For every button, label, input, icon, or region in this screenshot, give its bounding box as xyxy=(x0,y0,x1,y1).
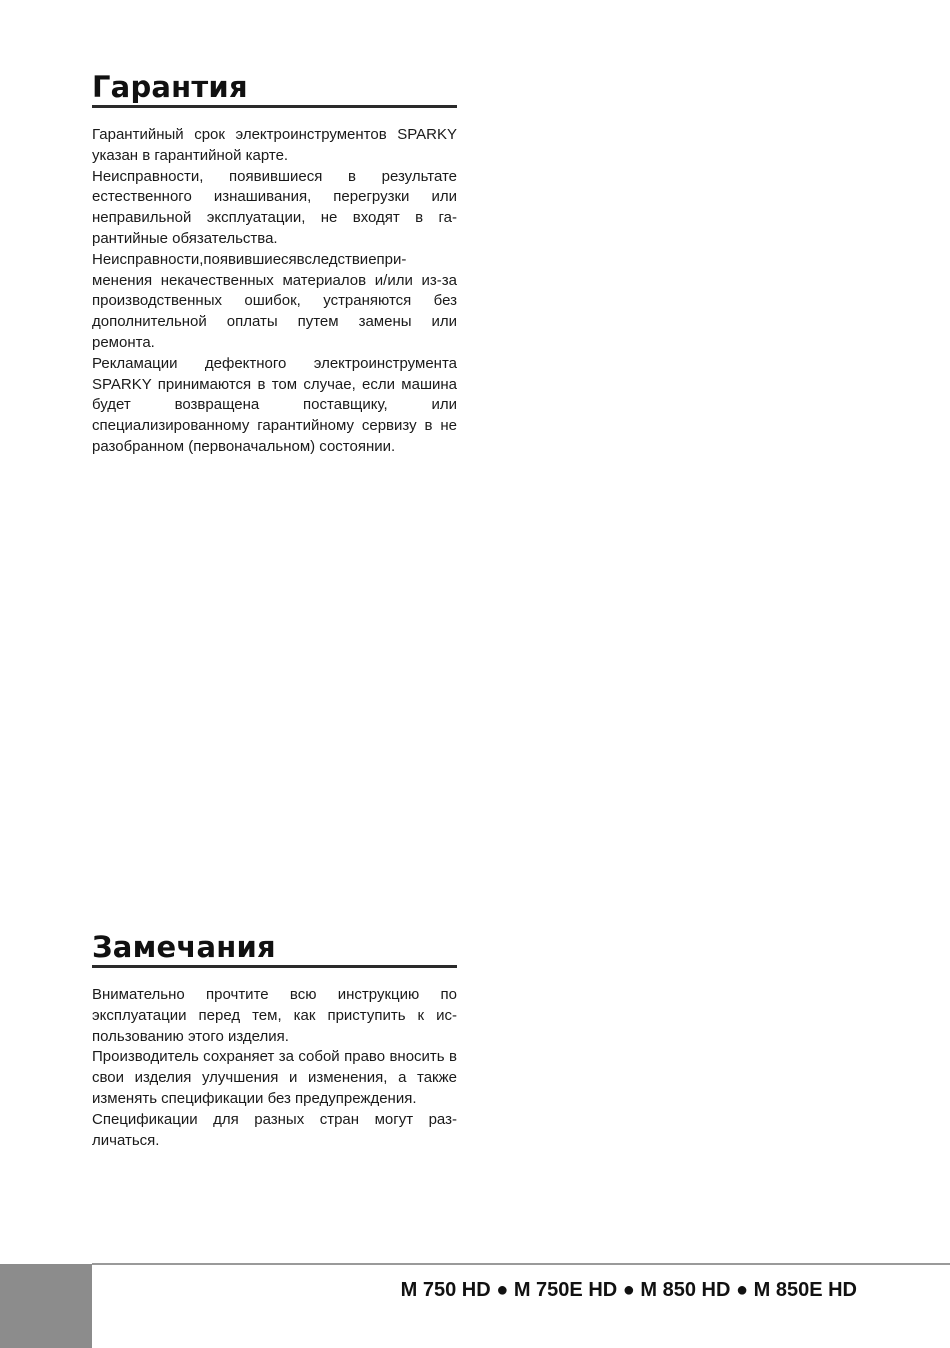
warranty-title: Гарантия xyxy=(92,70,457,108)
warranty-body xyxy=(92,125,457,458)
warranty-section xyxy=(92,70,457,458)
notes-title: Замечания xyxy=(92,930,457,968)
notes-paragraph: Внимательно прочтите всю инструкцию по эксплуатации перед тем, как приступить к использованию этого изделия. xyxy=(92,986,457,1045)
notes-paragraph: Спецификации для разных стран могут различаться. xyxy=(92,1110,457,1149)
warranty-paragraph: Рекламации дефектного электроинструмента SPARKY принимаются в том случае, если машина будет возвращена поставщику, или специализированному гарантийному сервизу в не разобранном (первоначальном) состоянии. xyxy=(92,354,457,455)
notes-paragraph: Производитель сохраняет за собой право вносить в свои изделия улучшения и изменения, а также изменять спецификации без предупреждения. xyxy=(92,1048,457,1107)
warranty-paragraph: Неисправности, появившиеся в результате естественного изнашивания, перегрузки или неправильной эксплуатации, не входят в гарантийные обязательства. xyxy=(92,167,457,247)
footer-gray-block xyxy=(0,1264,92,1348)
warranty-paragraph: Неисправности,появившиесявследствиеприменения некачественных материалов и/или из-за производственных ошибок, устраняются без дополнительной оплаты путем замены или ремонта. xyxy=(92,250,457,351)
footer-divider xyxy=(92,1263,950,1265)
footer-model-list: M 750 HD ● M 750E HD ● M 850 HD ● M 850E HD xyxy=(400,1279,857,1301)
notes-section xyxy=(92,930,457,1151)
notes-body xyxy=(92,985,457,1151)
warranty-paragraph: Гарантийный срок электроинструментов SPARKY указан в гарантийной карте. xyxy=(92,126,457,164)
